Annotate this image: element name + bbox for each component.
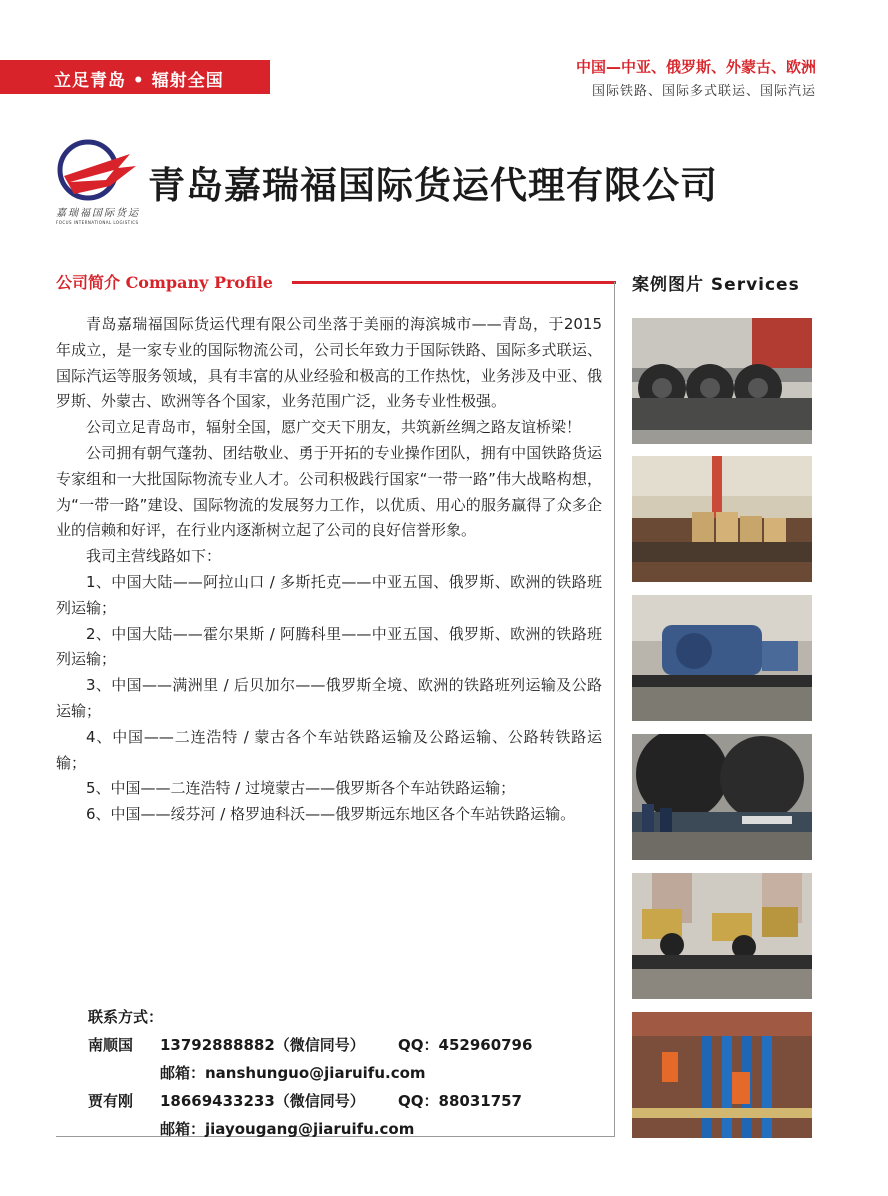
contact-row <box>88 1087 522 1115</box>
contact-row <box>88 1059 426 1087</box>
photo-wooden-crates-loading <box>632 456 812 582</box>
photo-tires-on-railcar <box>632 318 812 444</box>
logo-script-text: 嘉瑞福国际货运 <box>56 208 138 219</box>
company-logo <box>52 136 142 226</box>
services-subline: 国际铁路、国际多式联运、国际汽运 <box>591 84 816 99</box>
contact-row <box>88 1115 415 1143</box>
services-title: 案例图片 Services <box>632 275 800 295</box>
contact-email[interactable]: 邮箱：nanshunguo@jiaruifu.com <box>160 1064 426 1082</box>
photo-machinery-on-flatcar <box>632 595 812 721</box>
slogan-text: 立足青岛 • 辐射全国 <box>54 71 224 91</box>
slogan-banner <box>0 60 270 94</box>
profile-title: 公司简介 Company Profile <box>56 273 273 292</box>
contact-block <box>88 1003 533 1143</box>
profile-body <box>56 312 602 828</box>
logo-english-text: FOCUS INTERNATIONAL LOGISTICS <box>56 220 138 225</box>
profile-paragraph: 青岛嘉瑞福国际货运代理有限公司坐落于美丽的海滨城市——青岛，于2015年成立，是一家专业的国际物流公司，公司长年致力于国际铁路、国际多式联运、国际汽运等服务领域，具有丰富的从业经验和极高的工作热忱，业务涉及中亚、俄罗斯、外蒙古、欧洲等各个国家，业务范围广泛，业务专业性极强。 <box>56 315 602 411</box>
profile-paragraph: 公司立足青岛市，辐射全国，愿广交天下朋友，共筑新丝绸之路友谊桥梁！ <box>86 418 582 437</box>
contact-name: 贾有刚 <box>88 1092 134 1110</box>
route-item: 5、中国——二连浩特 / 过境蒙古——俄罗斯各个车站铁路运输； <box>86 779 516 798</box>
route-item: 4、中国——二连浩特 / 蒙古各个车站铁路运输及公路运输、公路转铁路运输； <box>56 727 602 772</box>
photo-loaders-on-railcar <box>632 873 812 999</box>
contact-phone[interactable]: 18669433233（微信同号） <box>160 1092 365 1110</box>
route-item: 3、中国——满洲里 / 后贝加尔——俄罗斯全境、欧洲的铁路班列运输及公路运输； <box>56 676 602 720</box>
company-name: 青岛嘉瑞福国际货运代理有限公司 <box>148 164 718 207</box>
contact-qq: QQ：88031757 <box>398 1092 522 1110</box>
profile-paragraph: 我司主营线路如下： <box>86 547 222 566</box>
column-divider <box>614 282 615 1137</box>
photo-giant-tires-with-workers <box>632 734 812 860</box>
title-rule <box>292 281 616 284</box>
route-item: 2、中国大陆——霍尔果斯 / 阿腾科里——中亚五国、俄罗斯、欧洲的铁路班列运输； <box>56 624 602 669</box>
contact-title: 联系方式： <box>88 1008 164 1026</box>
routes-headline: 中国—中亚、俄罗斯、外蒙古、欧洲 <box>575 58 816 76</box>
profile-paragraph: 公司拥有朝气蓬勃、团结敬业、勇于开拓的专业操作团队，拥有中国铁路货运专家组和一大批国际物流专业人才。公司积极践行国家“一带一路”伟大战略构想，为“一带一路”建设、国际物流的发展努力工作，以优质、用心的服务赢得了众多企业的信赖和好评，在行业内逐渐树立起了公司的良好信誉形象。 <box>56 443 602 540</box>
contact-email[interactable]: 邮箱：jiayougang@jiaruifu.com <box>160 1120 415 1138</box>
contact-name: 南顺国 <box>88 1036 134 1054</box>
contact-phone[interactable]: 13792888882（微信同号） <box>160 1036 365 1054</box>
route-item: 6、中国——绥芬河 / 格罗迪科沃——俄罗斯远东地区各个车站铁路运输。 <box>86 805 576 824</box>
contact-qq: QQ：452960796 <box>398 1036 533 1054</box>
route-item: 1、中国大陆——阿拉山口 / 多斯托克——中亚五国、俄罗斯、欧洲的铁路班列运输； <box>56 572 602 617</box>
photo-blue-pipes-in-gondola <box>632 1012 812 1138</box>
contact-row <box>88 1031 533 1059</box>
